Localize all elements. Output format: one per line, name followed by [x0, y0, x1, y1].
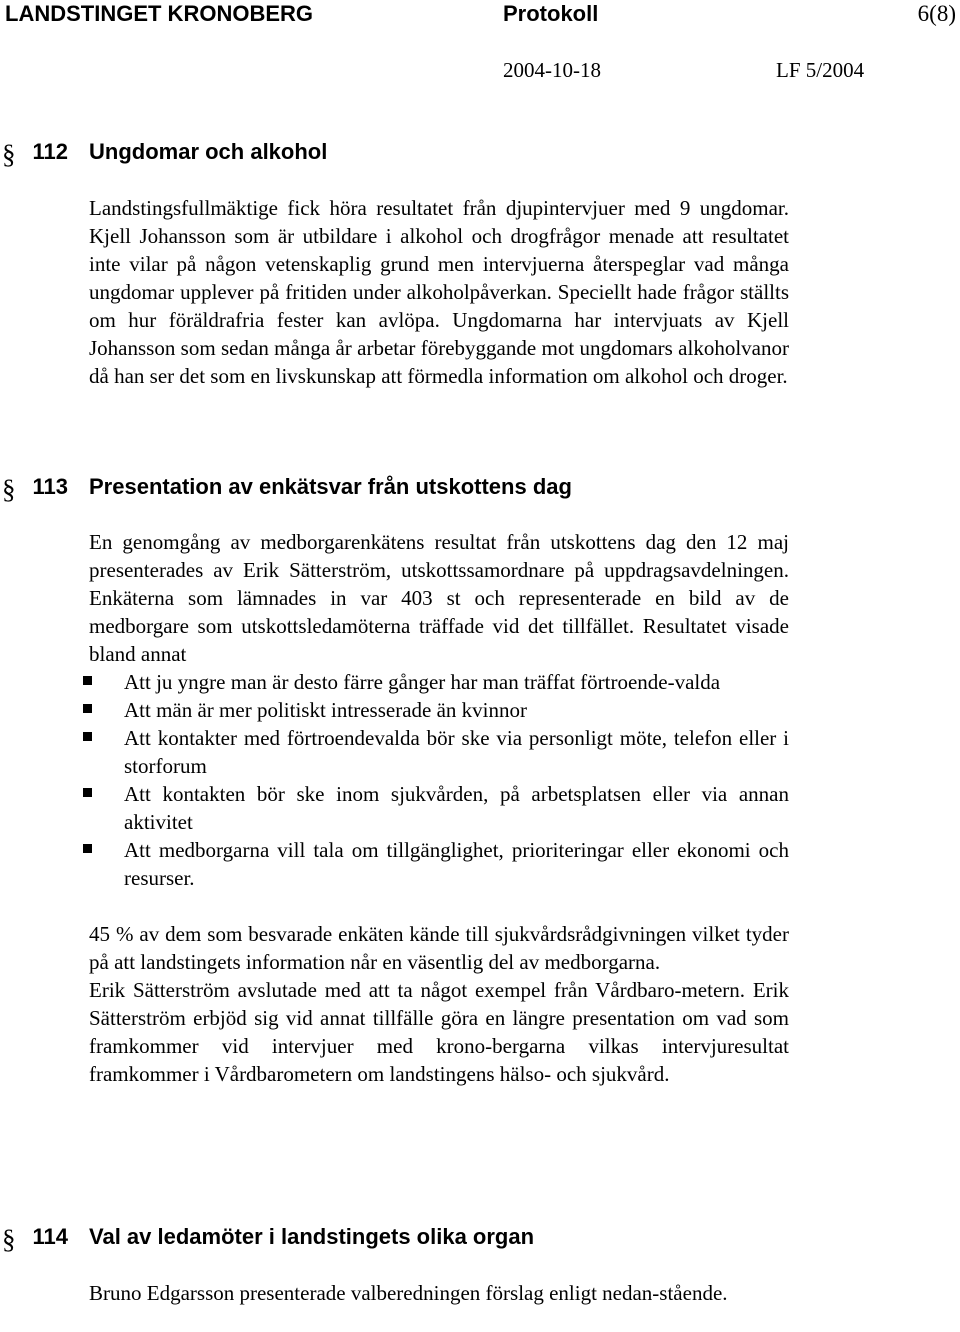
section-title: Presentation av enkätsvar från utskottens dag: [89, 474, 572, 499]
square-bullet-icon: [83, 732, 92, 741]
body-paragraph: 45 % av dem som besvarade enkäten kände till sjukvårdsrådgivningen vilket tyder på att landstingets information når en väsentlig del av medborgarna.: [89, 922, 789, 974]
document-type: Protokoll: [503, 1, 599, 26]
section-symbol: §: [2, 474, 16, 504]
square-bullet-icon: [83, 676, 92, 685]
section-title: Val av ledamöter i landstingets olika organ: [89, 1224, 535, 1249]
body-paragraph: Bruno Edgarsson presenterade valberedningen förslag enligt nedan-stående.: [89, 1281, 728, 1305]
square-bullet-icon: [83, 844, 92, 853]
section-number: 114: [32, 1224, 68, 1249]
list-item: [89, 780, 789, 836]
section-number: 112: [32, 139, 68, 164]
section-body: [89, 528, 789, 1088]
list-item-text: Att män är mer politiskt intresserade än kvinnor: [124, 698, 527, 722]
document-reference: LF 5/2004: [776, 58, 865, 82]
body-paragraph: Erik Sätterström avslutade med att ta något exempel från Vårdbaro-metern. Erik Sätterström erbjöd sig vid annat tillfälle göra en längre presentation om vad som framkommer vid intervjuer med krono-bergarna vilkas intervjuresultat framkommer i Vårdbarometern om landstingens hälso- och sjukvård.: [89, 978, 789, 1086]
list-item-text: Att kontakter med förtroendevalda bör ske via personligt möte, telefon eller i storforum: [124, 726, 789, 778]
section-symbol: §: [2, 1224, 16, 1254]
page-header: [0, 0, 960, 90]
section-body: [89, 194, 789, 390]
list-item-text: Att ju yngre man är desto färre gånger har man träffat förtroende-valda: [124, 670, 721, 694]
page-number: 6(8): [917, 1, 956, 26]
bullet-list: [89, 668, 789, 892]
section-heading: [0, 1222, 960, 1252]
organization-name: LANDSTINGET KRONOBERG: [5, 1, 313, 26]
section-body: [89, 1279, 789, 1307]
square-bullet-icon: [83, 704, 92, 713]
section-heading: [0, 137, 960, 167]
list-item-text: Att kontakten bör ske inom sjukvården, på arbetsplatsen eller via annan aktivitet: [124, 782, 789, 834]
square-bullet-icon: [83, 788, 92, 797]
body-paragraph: Landstingsfullmäktige fick höra resultatet från djupintervjuer med 9 ungdomar. Kjell Johansson som är utbildare i alkohol och drogfrågor menade att resultatet inte vilar på någon vetenskaplig grund men intervjuerna återspeglar vad många ungdomar upplever på fritiden under alkoholpåverkan. Speciellt hade frågor ställts om hur föräldrafria fester kan avlöpa. Ungdomarna har intervjuats av Kjell Johansson som sedan många år arbetar förebyggande mot ungdomars alkoholvanor då han ser det som en livskunskap att förmedla information om alkohol och droger.: [89, 196, 789, 388]
list-item-text: Att medborgarna vill tala om tillgänglighet, prioriteringar eller ekonomi och resurser.: [124, 838, 789, 890]
body-paragraph: En genomgång av medborgarenkätens resultat från utskottens dag den 12 maj presenterades av Erik Sätterström, utskottssamordnare på uppdragsavdelningen. Enkäterna som lämnades in var 403 st och representerade en bild av de medborgare som utskottsledamöterna träffade vid det tillfället. Resultatet visade bland annat: [89, 530, 789, 666]
document-date: 2004-10-18: [503, 58, 601, 82]
section-title: Ungdomar och alkohol: [89, 139, 328, 164]
section-heading: [0, 472, 960, 502]
section-symbol: §: [2, 139, 16, 169]
list-item: [89, 724, 789, 780]
list-item: [89, 668, 789, 696]
list-item: [89, 696, 789, 724]
section-number: 113: [32, 474, 68, 499]
list-item: [89, 836, 789, 892]
